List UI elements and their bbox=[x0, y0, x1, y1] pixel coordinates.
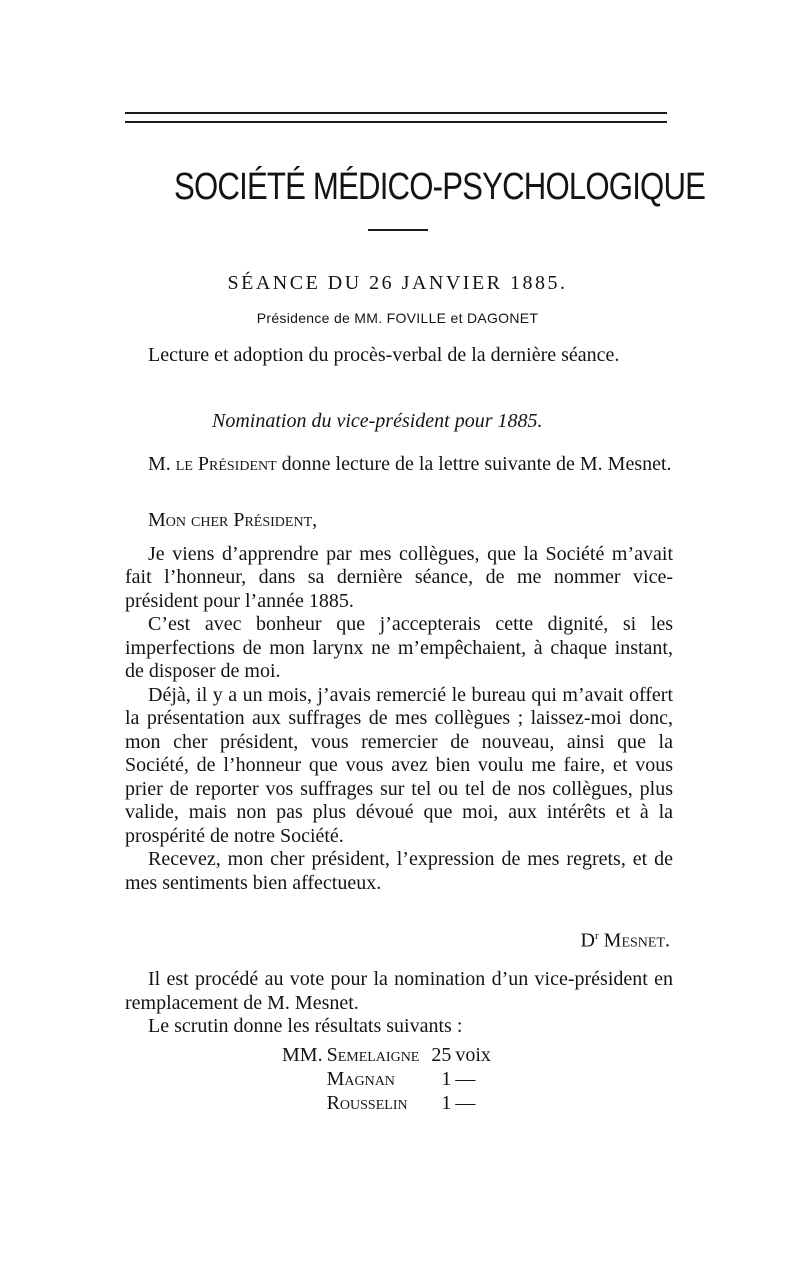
minutes-paragraph-block bbox=[125, 344, 673, 368]
result-name: Magnan bbox=[326, 1068, 395, 1090]
top-double-rule-lower bbox=[125, 121, 667, 123]
table-row bbox=[282, 1043, 495, 1067]
table-row bbox=[282, 1067, 495, 1091]
intro-speaker: M. le Président bbox=[148, 453, 277, 475]
result-unit: voix bbox=[455, 1044, 491, 1066]
title-divider bbox=[368, 229, 428, 231]
letter-paragraph-1: Je viens d’apprendre par mes collègues, que la Société m’avait fait l’honneur, dans sa dernière séance, de me nommer vice-président pour l’année 1885. bbox=[125, 542, 673, 612]
result-votes: 25 bbox=[431, 1044, 452, 1066]
section-heading: Nomination du vice-président pour 1885. bbox=[212, 410, 543, 432]
result-prefix bbox=[282, 1067, 327, 1091]
presidency-line: Présidence de MM. FOVILLE et DAGONET bbox=[256, 310, 539, 326]
vote-results-table bbox=[282, 1043, 495, 1115]
intro-text: donne lecture de la lettre suivante de M. Mesnet. bbox=[276, 453, 672, 475]
signature-prefix: D bbox=[580, 929, 595, 952]
result-name: Semelaigne bbox=[326, 1044, 420, 1066]
result-votes: 1 bbox=[441, 1068, 452, 1090]
letter-salutation: Mon cher Président, bbox=[148, 509, 318, 531]
letter-paragraph-2: C’est avec bonheur que j’accepterais cette dignité, si les imperfections de mon larynx ne m’empêchaient, à chaque instant, de disposer de moi. bbox=[125, 613, 673, 682]
top-double-rule-upper bbox=[125, 112, 667, 114]
result-unit: — bbox=[455, 1068, 476, 1090]
letter-block bbox=[125, 509, 673, 895]
intro-paragraph bbox=[125, 453, 673, 477]
letter-paragraph-3: Déjà, il y a un mois, j’avais remercié le bureau qui m’avait offert la présentation aux suffrages de mes collègues ; laissez-moi donc, mon cher président, vous remercier de nouveau, ainsi que la Société, de l’honneur que vous avez bien voulu me faire, et vous prier de reporter vos suffrages sur tel ou tel de nos collègues, plus valide, mais non pas plus dévoué que moi, aux intérêts et à la prospérité de notre Société. bbox=[125, 683, 673, 847]
vote-paragraph: Il est procédé au vote pour la nomination d’un vice-président en remplacement de M. Mesnet. bbox=[125, 968, 673, 1014]
letter-signature bbox=[581, 923, 670, 954]
intro-paragraph-block bbox=[125, 453, 673, 477]
result-name: Rousselin bbox=[326, 1092, 408, 1114]
result-votes: 1 bbox=[441, 1092, 452, 1114]
table-row bbox=[282, 1091, 495, 1115]
session-date: SÉANCE DU 26 JANVIER 1885. bbox=[227, 272, 568, 294]
society-title: SOCIÉTÉ MÉDICO-PSYCHOLOGIQUE bbox=[174, 166, 706, 208]
result-unit: — bbox=[455, 1092, 476, 1114]
result-prefix: MM. bbox=[282, 1044, 323, 1066]
results-intro: Le scrutin donne les résultats suivants : bbox=[148, 1015, 463, 1037]
letter-paragraph-4: Recevez, mon cher président, l’expression de mes regrets, et de mes sentiments bien affectueux. bbox=[125, 848, 673, 894]
vote-block bbox=[125, 968, 673, 1039]
signature-name: Mesnet. bbox=[598, 929, 670, 952]
signature-sup: r bbox=[594, 930, 599, 942]
result-prefix bbox=[282, 1091, 327, 1115]
minutes-paragraph: Lecture et adoption du procès-verbal de la dernière séance. bbox=[148, 344, 620, 366]
